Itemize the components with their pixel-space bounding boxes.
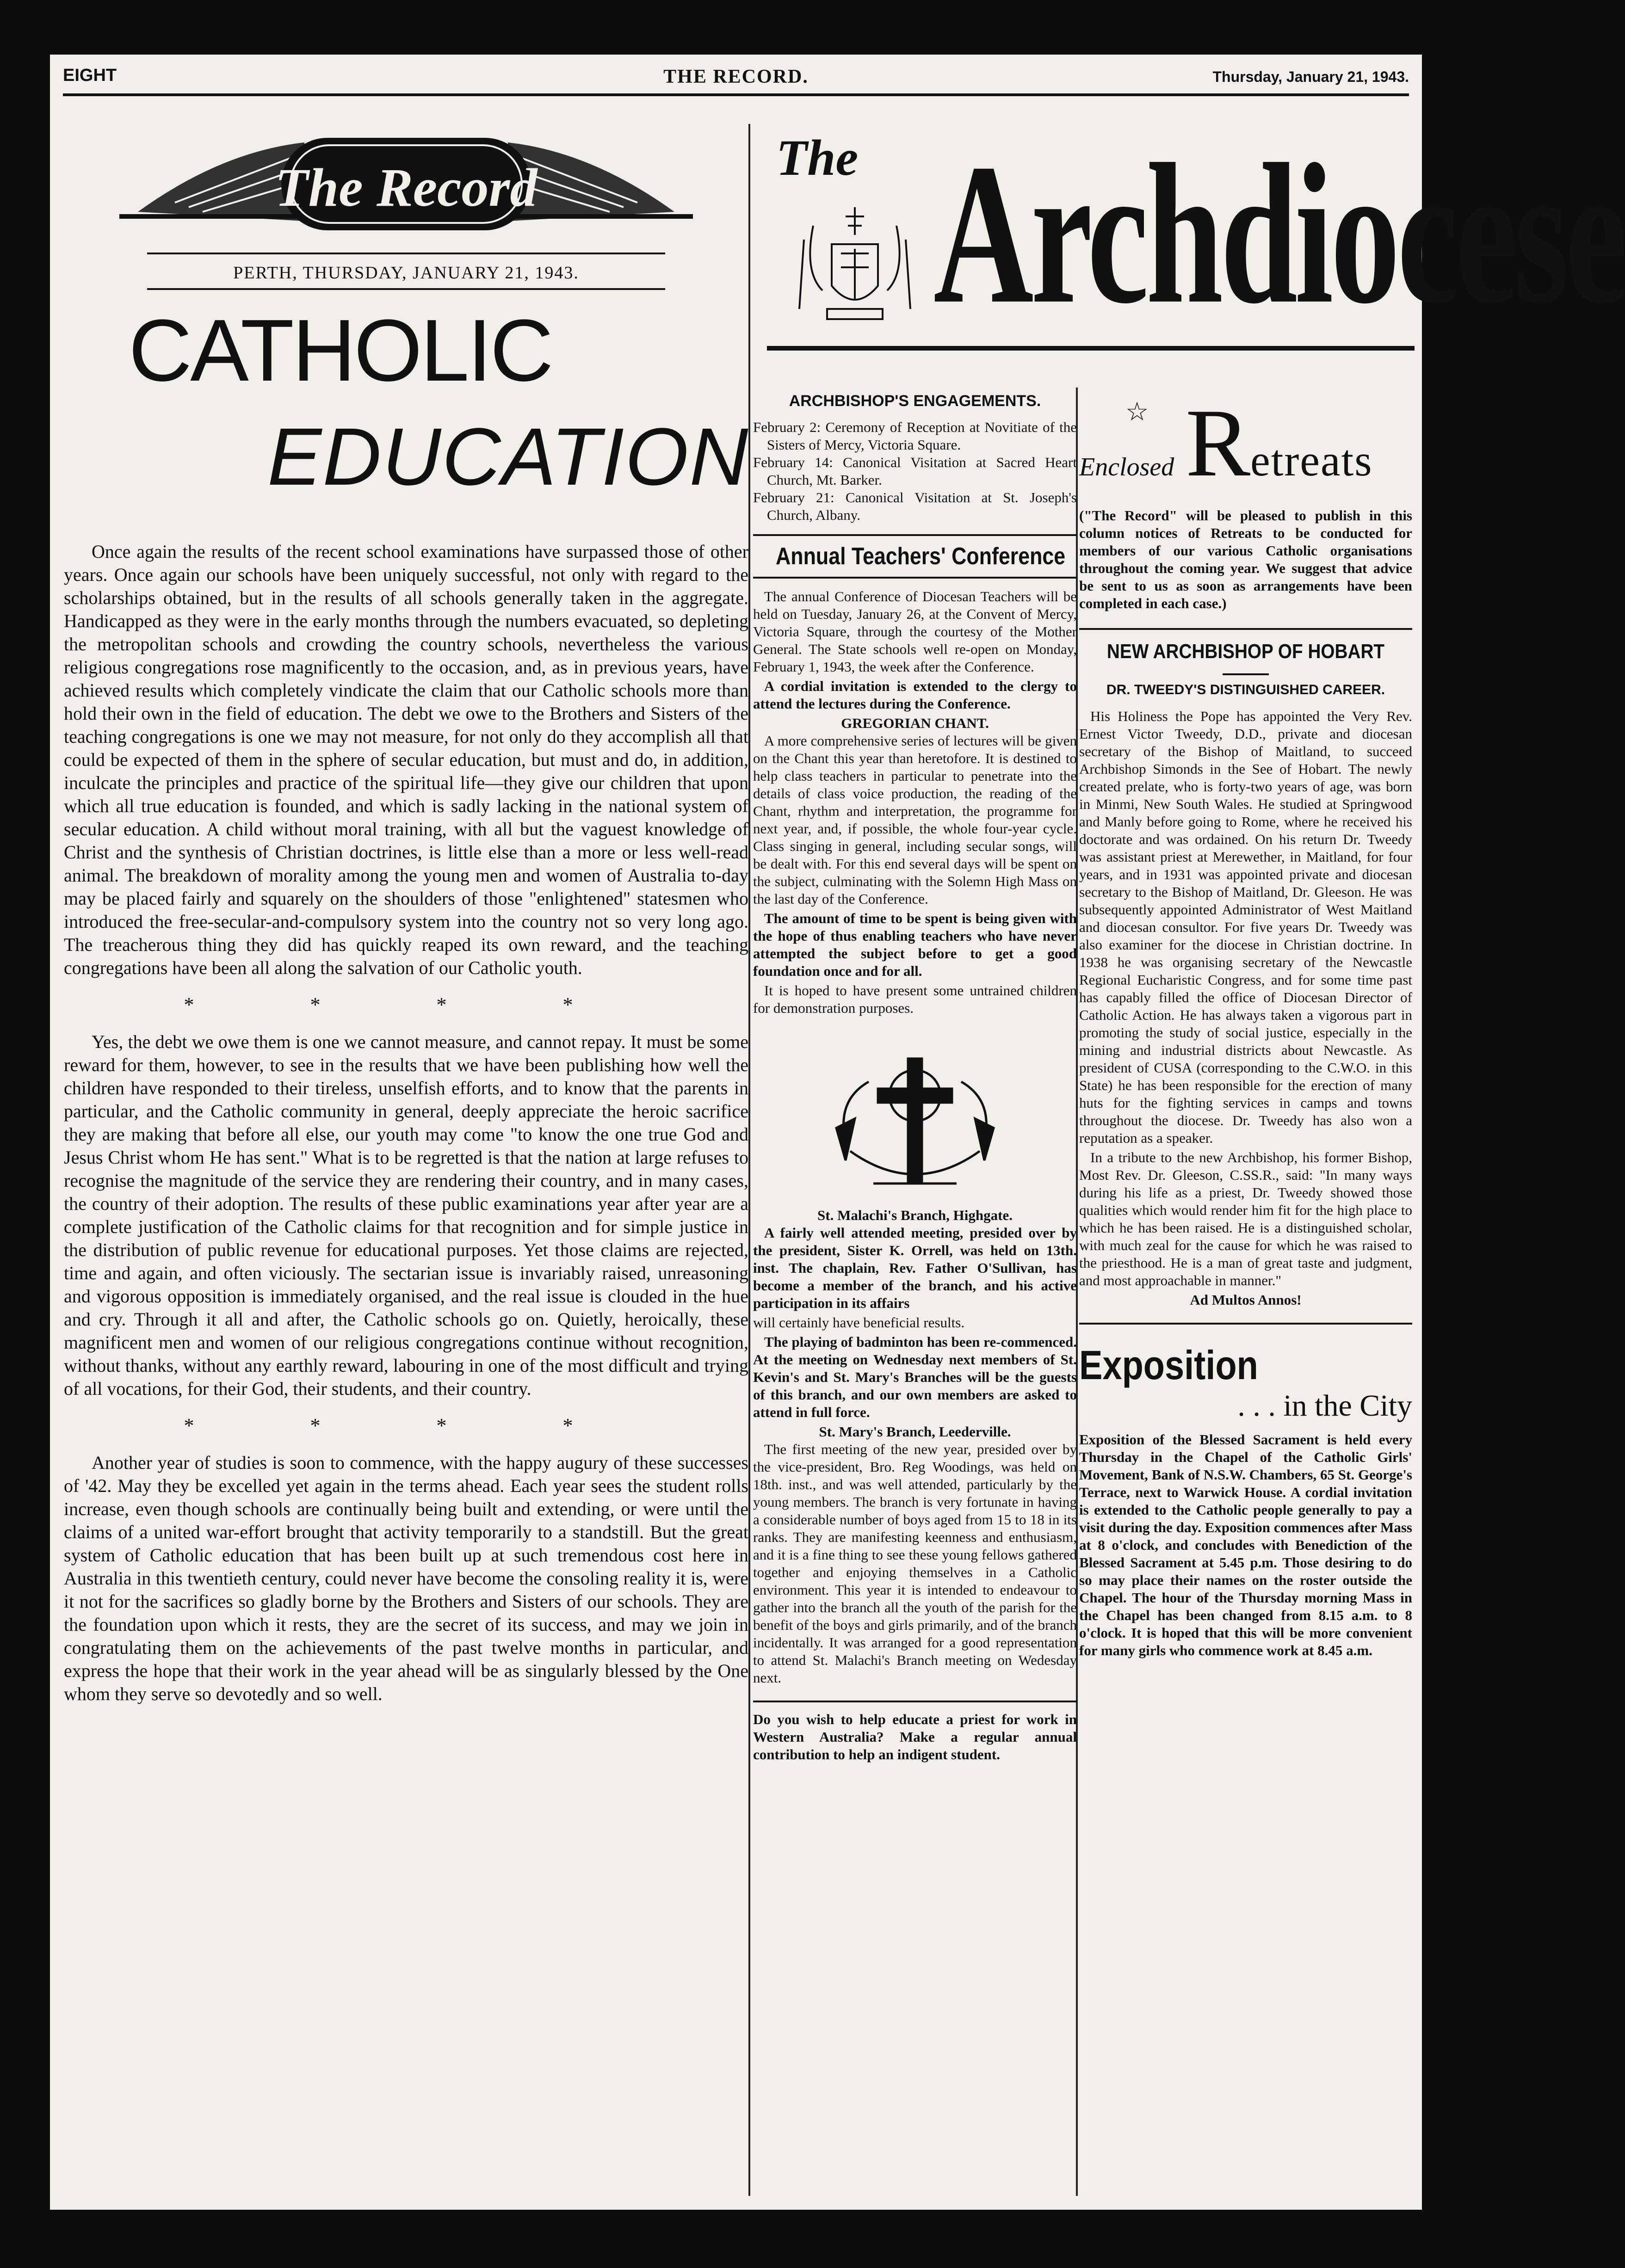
- middle-column: [753, 392, 1077, 1763]
- hobart-closing: Ad Multos Annos!: [1190, 1292, 1302, 1308]
- star-icon: ☆: [1125, 398, 1149, 426]
- engagements-heading: ARCHBISHOP'S ENGAGEMENTS.: [789, 392, 1041, 410]
- hobart-paragraph-1: His Holiness the Pope has appointed the Very Rev. Ernest Victor Tweedy, D.D., private and diocesan secretary of the Bishop of Maitland, to succeed Archbishop Simonds in the See of Hobart. The newly created prelate, who is forty-two years of age, was born in Minmi, New South Wales. He studied at Springwood and Manly before going to Rome, where he received his doctorate and was ordained. On his return Dr. Tweedy was assistant priest at Merewether, in Maitland, for four years, and in 1931 was appointed private and diocesan secretary to the Bishop of Maitland, Dr. Gleeson. He was subsequently appointed Administrator of West Maitland and diocesan consultor. For five years Dr. Tweedy was also examiner for the diocese in Christian doctrine. In 1938 he was organising secretary of the Newcastle Regional Eucharistic Congress, and for some time past has capably filled the office of Diocesan Director of Catholic Action. He has always taken a vigorous part in promoting the study of social justice, especially in the mining and industrial districts about Newcastle. As president of CUSA (corresponding to the C.W.O. in this State) he has been responsible for the erection of many huts for the fighting services in camps and towns throughout the diocese. Dr. Tweedy has also won a reputation as a speaker.: [1079, 708, 1412, 1146]
- conference-paragraph: The annual Conference of Diocesan Teachers will be held on Tuesday, January 26, at the Convent of Mercy, Victoria Square, through the courtesy of the Mother General. The State schools well re-open on Monday, February 1, 1943, the week after the Conference.: [753, 588, 1077, 675]
- chant-paragraph-end: It is hoped to have present some untrained children for demonstration purposes.: [753, 982, 1077, 1016]
- short-rule: [1223, 673, 1269, 675]
- retreats-enclosed: Enclosed: [1079, 453, 1174, 481]
- engagement-item: February 2: Ceremony of Reception at Novitiate of the Sisters of Mercy, Victoria Square.: [753, 419, 1077, 453]
- masthead-rule: [147, 253, 665, 254]
- gregorian-chant-heading: GREGORIAN CHANT.: [841, 715, 989, 731]
- retreats-word: Retreats: [1186, 389, 1373, 497]
- malachi-heading: St. Malachi's Branch, Highgate.: [817, 1207, 1013, 1223]
- section-rule: [753, 534, 1077, 536]
- hobart-body: [1079, 708, 1412, 1309]
- header-date: Thursday, January 21, 1943.: [1212, 68, 1409, 85]
- archdiocese-banner: [758, 122, 1625, 388]
- malachi-branch: [753, 1207, 1077, 1687]
- retreats-note: ("The Record" will be pleased to publish in this column notices of Retreats to be conducted for members of our various Catholic organisations throughout the coming year. We suggest that advice be sent to us as soon as arrangements have been completed in each case.): [1079, 507, 1412, 611]
- chant-paragraph: A more comprehensive series of lectures will be given on the Chant this year than heretofore. It is destined to help class teachers in particular to penetrate into the details of class voice production, the reading of the Chant, rhythm and interpretation, the programme for next year, and, if possible, the whole four-year cycle. Class singing in general, including secular songs, will be dealt with. For this end several days will be spent on the subject, culminating with the Solemn High Mass on the last day of the Conference.: [753, 733, 1077, 907]
- priest-appeal-box: Do you wish to help educate a priest for work in Western Australia? Make a regular annual contribution to help an indigent student.: [753, 1711, 1077, 1763]
- hobart-paragraph-2: In a tribute to the new Archbishop, his former Bishop, Most Rev. Dr. Gleeson, C.SS.R., said: "In many ways during his life as a priest, Dr. Tweedy showed those qualities which would render him fit for the high place to which he has been raised. He is a distinguished scholar, with much zeal for the cause for which he was raised to the priesthood. He is a man of great taste and judgment, and most approachable in manner.": [1079, 1149, 1412, 1288]
- editorial-body: [64, 540, 748, 1706]
- section-rule: [1079, 1323, 1412, 1325]
- banner-underline: [767, 346, 1415, 351]
- editorial-paragraph-2: Yes, the debt we owe them is one we cannot measure, and cannot repay. It must be some reward for them, however, to see in the results that we have been publishing how well the children have responded to their tireless, unselfish efforts, and to know that the parents in particular, and the Catholic community in general, deeply appreciate the heroic sacrifice they are making that before all else, our youth may come "to know the one true God and Jesus Christ whom He has sent." What is to be regretted is that the nation at large refuses to recognise the magnitude of the service they are rendering their country, and in many cases, the country of their adoption. The results of these public examinations year after year are a complete justification of the Catholic claims for that recognition and for simple justice in the distribution of public revenue for educational purposes. Yet those claims are rejected, time and again, and often viciously. The sectarian issue is invariably raised, unreasoning and vigorous opposition is immediately organised, and the real issue is clouded in the hue and cry. Through it all and after, the Catholic schools go on. Quietly, heroically, these magnificent men and women of our religious congregations continue without recognition, without thanks, without any earthly reward, labouring in one of the most difficult and trying of all vocations, for their God, their students, and their country.: [64, 1031, 748, 1399]
- title-catholic: CATHOLIC: [129, 302, 552, 400]
- page-header: [63, 66, 1409, 89]
- engagement-item: February 21: Canonical Visitation at St. Joseph's Church, Albany.: [753, 489, 1077, 523]
- editorial-column: [64, 101, 748, 1708]
- editorial-title: [64, 300, 748, 540]
- celtic-cross-emblem-icon: [753, 1045, 1077, 1197]
- dateline: PERTH, THURSDAY, JANUARY 21, 1943.: [233, 263, 579, 283]
- paper-name: THE RECORD.: [663, 66, 809, 87]
- hobart-subhead: DR. TWEEDY'S DISTINGUISHED CAREER.: [1106, 682, 1385, 697]
- section-stars: * * * *: [184, 993, 629, 1016]
- section-rule: [753, 577, 1077, 579]
- malachi-paragraph-a: A fairly well attended meeting, presided over by the president, Sister K. Orrell, was held on 13th. inst. The chaplain, Rev. Father O'Sullivan, has become a member of the branch, and his active participation in its affairs: [753, 1225, 1077, 1311]
- engagements-list: [753, 419, 1077, 524]
- exposition-heading: Exposition: [1079, 1342, 1258, 1388]
- editorial-paragraph-3: Another year of studies is soon to commence, with the happy augury of these successes of '42. May they be excelled yet again in the terms ahead. Each year sees the student rolls increase, even though schools are continually being built and extending, or were until the claims of a united war-effort brought that activity temporarily to a standstill. But the great system of Catholic education that has been built up at such tremendous cost here in Australia in this twentieth century, could never have become the consoling reality it is, were it not for the sacrifices so gladly borne by the Brothers and Sisters of our schools. They are the foundation upon which it rests, they are the secret of its success, and may we join in congratulating them on the achievements of the past twelve months in particular, and express the hope that their work in the year ahead will be as singularly blessed by the One whom they serve so devotedly and so well.: [64, 1452, 748, 1704]
- banner-the: The: [776, 129, 859, 186]
- masthead: [64, 124, 748, 300]
- page-number: EIGHT: [63, 66, 117, 85]
- editorial-paragraph-1: Once again the results of the recent school examinations have surpassed those of other years. Once again our schools have been uniquely successful, not only with regard to the scholarships obtained, but in the results of all schools generally taken in the aggregate. Handicapped as they were in the early months through the numbers evacuated, so depleting the metropolitan schools and crowding the country schools, nevertheless the various religious congregations rose magnificently to the occasion, and, as in previous years, have achieved results which completely vindicate the claim that our Catholic schools more than hold their own in the field of education. The debt we owe to the Brothers and Sisters of the teaching congregations is one we may not measure, for not only do they accomplish all that could be expected of them in the sphere of secular education, but must and do, in addition, inculcate the principles and practice of the spiritual life—they give our children that upon which all true education is founded, and which is sadly lacking in the national system of secular education. A child without moral training, with all but the vaguest knowledge of Christ and the synthesis of Christian doctrines, is little else than a more or less well-read animal. The breakdown of morality among the young men and women of Australia to-day may be placed fairly and squarely on the shoulders of those "enlightened" statesmen who introduced the free-secular-and-compulsory system into the country not so very long ago. The treacherous thing they did has quickly reaped its own reward, and the teaching congregations have been all along the salvation of our Catholic youth.: [64, 541, 748, 978]
- engagement-item: February 14: Canonical Visitation at Sacred Heart Church, Mt. Barker.: [753, 454, 1077, 488]
- exposition-subheading: . . . in the City: [1237, 1389, 1412, 1423]
- exposition-body: Exposition of the Blessed Sacrament is held every Thursday in the Chapel of the Catholic Girls' Movement, Bank of N.S.W. Chambers, 65 St. George's Terrace, next to Warwick House. A cordial invitation is extended to the Catholic people generally to pay a visit during the day. Exposition commences after Mass at 8 o'clock, and concludes with Benediction of the Blessed Sacrament at 5.45 p.m. Those desiring to do so may place their names on the roster outside the Chapel. The hour of the Thursday morning Mass in the Chapel has been changed from 8.15 a.m. to 8 o'clock. It is hoped that this will be more convenient for many girls who commence work at 8.45 a.m.: [1079, 1431, 1412, 1658]
- retreats-heading: [1079, 389, 1412, 503]
- marys-paragraph: The first meeting of the new year, presided over by the vice-president, Bro. Reg Woodings, was held on 18th. inst., and was well attended, particularly by the young members. The branch is very fortunate in having a considerable number of boys aged from 15 to 18 in its ranks. They are manifesting keenness and enthusiasm, and it is a fine thing to see these young fellows gathered together and enjoying themselves in a Catholic environment. This year it is intended to endeavour to gather into the branch all the youth of the parish for the benefit of the boys and girls primarily, and of the branch incidentally. It was arranged for a good representation to attend St. Malachi's Branch meeting on Wedesday next.: [753, 1441, 1077, 1686]
- malachi-paragraph-b: will certainly have beneficial results.: [753, 1314, 965, 1331]
- conference-invitation: A cordial invitation is extended to the clergy to attend the lectures during the Conference.: [753, 678, 1077, 712]
- record-logo-text: The Record: [275, 157, 538, 218]
- hobart-heading: NEW ARCHBISHOP OF HOBART: [1106, 640, 1385, 663]
- chant-paragraph-bold: The amount of time to be spent is being given with the hope of thus enabling teachers who have never attempted the subject before to get a good foundation once and for all.: [753, 910, 1077, 979]
- section-stars: * * * *: [184, 1414, 629, 1437]
- malachi-paragraph-c: The playing of badminton has been re-commenced. At the meeting on Wednesday next members of St. Kevin's and St. Mary's Branches will be the guests of this branch, and our own members are asked to attend in full force.: [753, 1334, 1077, 1420]
- marys-heading: St. Mary's Branch, Leederville.: [819, 1424, 1011, 1440]
- newspaper-page: [50, 55, 1625, 2210]
- coat-of-arms-icon: [785, 198, 924, 337]
- teachers-conference-body: [753, 588, 1077, 1017]
- section-rule: [753, 1701, 1077, 1702]
- banner-archdiocese: Archdiocese: [933, 122, 1625, 345]
- header-rule: [63, 93, 1409, 96]
- dateline-rule: [147, 288, 665, 290]
- teachers-conference-heading: Annual Teachers' Conference: [776, 543, 1066, 570]
- right-column: [1079, 389, 1412, 1659]
- section-rule: [1079, 628, 1412, 630]
- title-education: EDUCATION: [267, 412, 749, 502]
